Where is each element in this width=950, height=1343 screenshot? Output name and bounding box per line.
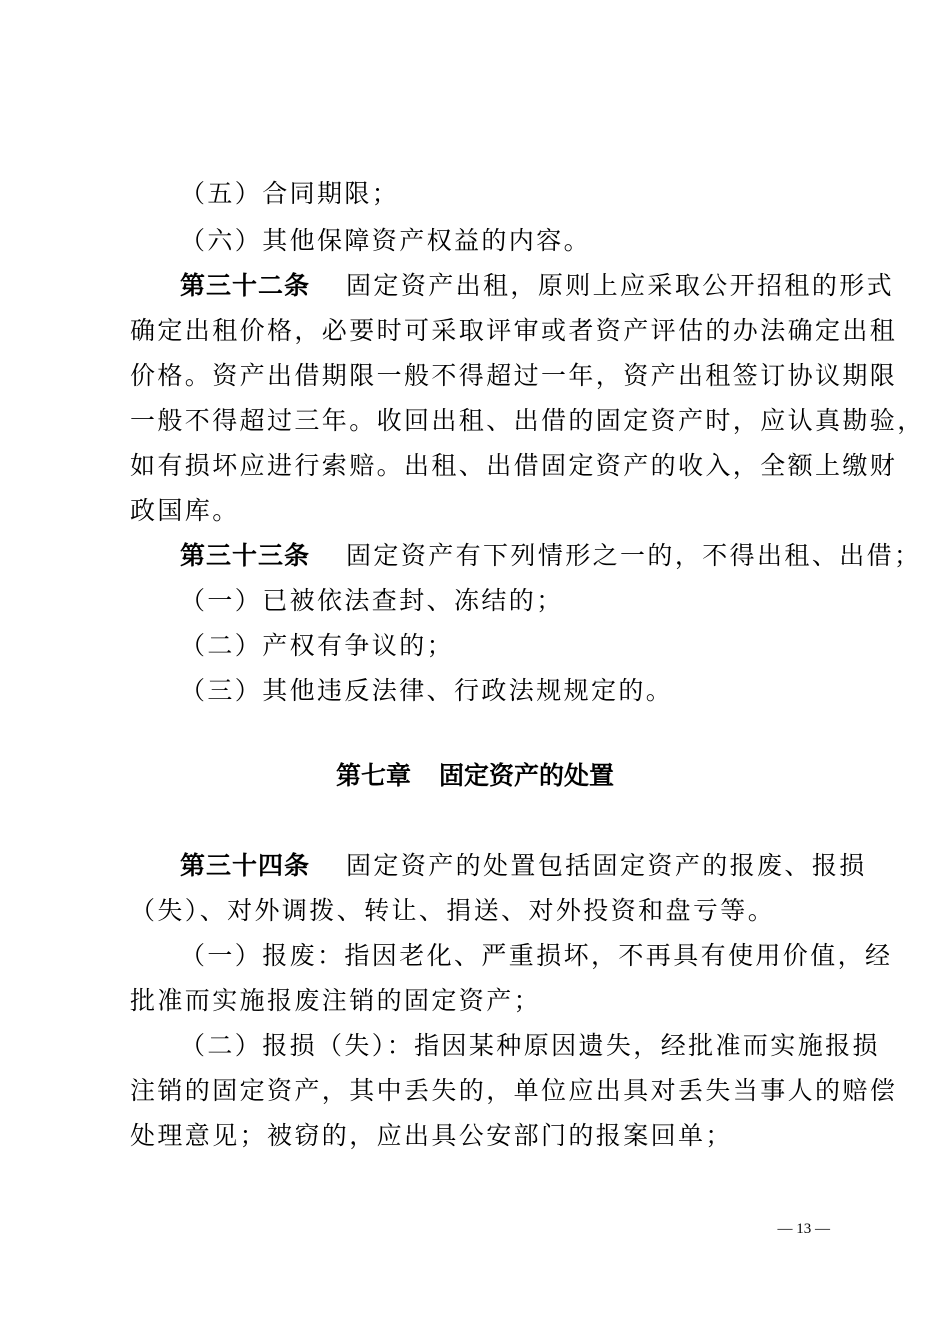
article-34-item-1-line-2: 批准而实施报废注销的固定资产； (130, 986, 542, 1015)
article-32-line-6: 政国库。 (130, 496, 240, 525)
article-32-text: 固定资产出租，原则上应采取公开招租的形式 (346, 271, 895, 300)
article-33-item-1: （一）已被依法查封、冻结的； (180, 586, 564, 615)
article-34-item-2-line-2: 注销的固定资产，其中丢失的，单位应出具对丢失当事人的赔偿 (130, 1076, 898, 1105)
article-33-heading: 第三十三条 (180, 541, 311, 570)
list-item-other-protections: （六）其他保障资产权益的内容。 (180, 226, 592, 255)
article-33-line-1 (180, 541, 922, 571)
chapter-number: 第七章 (335, 761, 411, 790)
chapter-heading (0, 761, 950, 791)
article-32-line-5: 如有损坏应进行索赔。出租、出借固定资产的收入，全额上缴财 (130, 451, 898, 480)
article-32-line-1 (180, 271, 895, 301)
article-34-item-2-line-1: （二）报损（失）：指因某种原因遗失，经批准而实施报损 (180, 1031, 880, 1060)
article-33-item-3: （三）其他违反法律、行政法规规定的。 (180, 676, 674, 705)
article-34-item-1-line-1: （一）报废：指因老化、严重损坏，不再具有使用价值，经 (180, 941, 893, 970)
article-33-text: 固定资产有下列情形之一的，不得出租、出借； (346, 541, 922, 570)
article-34-item-2-line-3: 处理意见；被窃的，应出具公安部门的报案回单； (130, 1121, 733, 1150)
article-34-heading: 第三十四条 (180, 851, 311, 880)
chapter-title: 固定资产的处置 (439, 761, 615, 790)
article-32-heading: 第三十二条 (180, 271, 311, 300)
article-34-text: 固定资产的处置包括固定资产的报废、报损 (346, 851, 867, 880)
list-item-contract-term: （五）合同期限； (180, 179, 400, 208)
page-number: — 13 — (777, 1221, 830, 1237)
article-32-line-2: 确定出租价格，必要时可采取评审或者资产评估的办法确定出租 (130, 316, 898, 345)
article-33-item-2: （二）产权有争议的； (180, 631, 455, 660)
article-32-line-4: 一般不得超过三年。收回出租、出借的固定资产时，应认真勘验， (130, 406, 925, 435)
article-34-line-1 (180, 851, 867, 881)
article-32-line-3: 价格。资产出借期限一般不得超过一年，资产出租签订协议期限 (130, 361, 898, 390)
article-34-line-2: （失）、对外调拨、转让、捐送、对外投资和盘亏等。 (130, 896, 776, 925)
